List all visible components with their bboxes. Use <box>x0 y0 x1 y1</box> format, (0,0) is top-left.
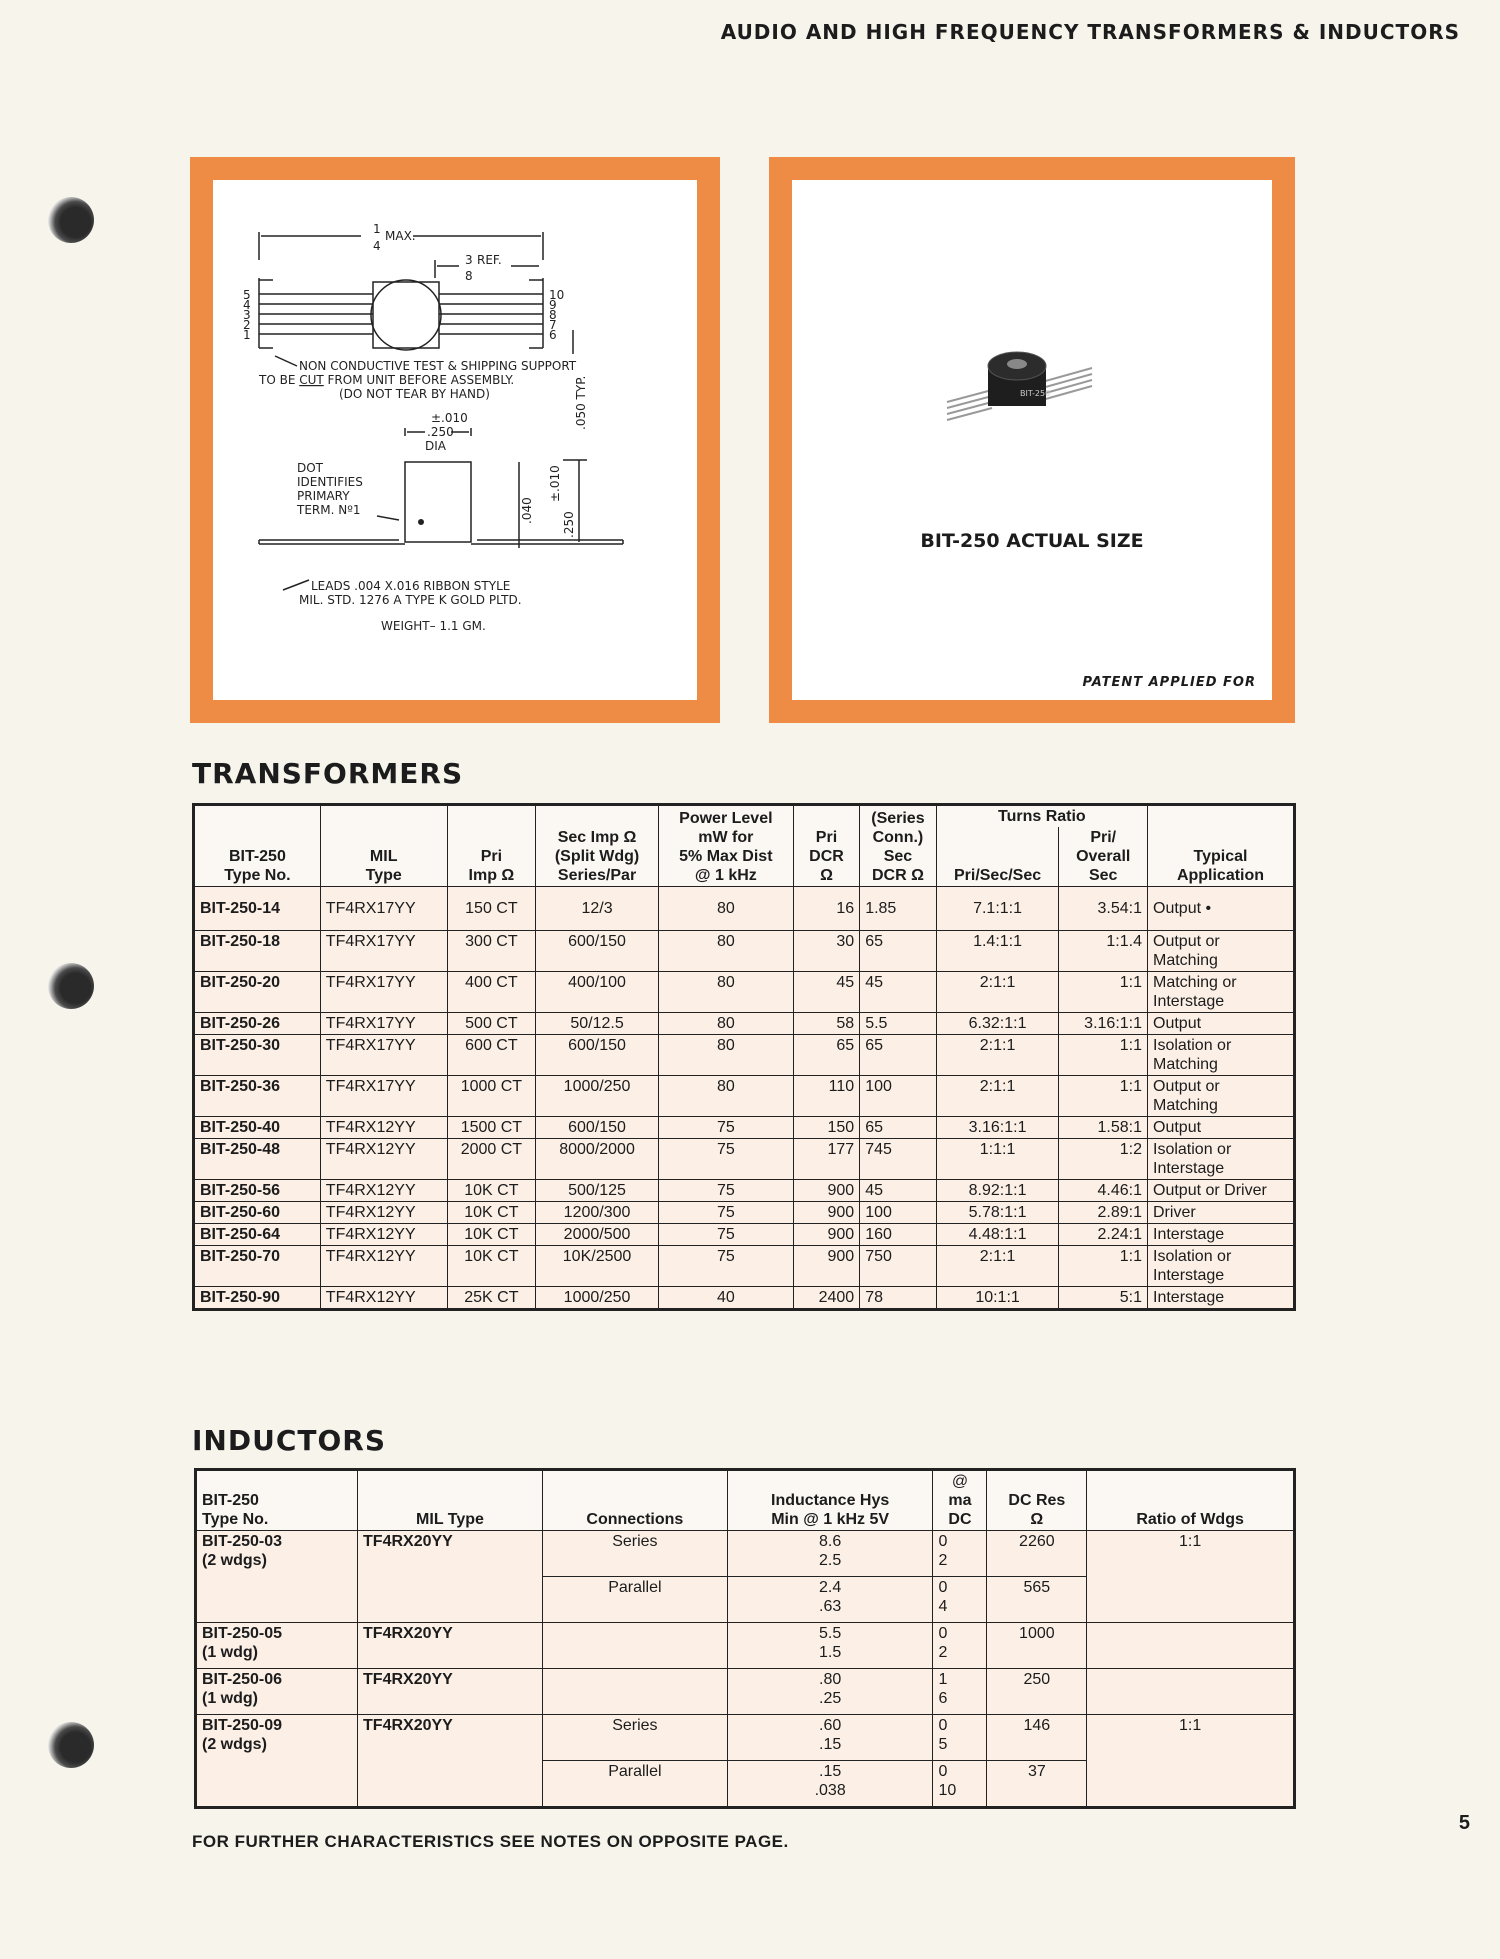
inductor-cell-connections: Parallel <box>542 1577 727 1623</box>
transformer-cell-pdcr: 900 <box>793 1202 859 1224</box>
inductor-cell-inductance-line2: 1.5 <box>819 1644 842 1661</box>
transformer-cell-r1: 2:1:1 <box>936 1035 1059 1076</box>
transformer-cell-app: Output or Matching <box>1148 1076 1295 1117</box>
col-mil: MIL Type <box>320 805 447 887</box>
col-turns-ratio: Turns Ratio <box>936 805 1147 828</box>
binder-hole-top <box>48 197 94 243</box>
transformer-row <box>194 1139 1295 1180</box>
support-note-3: (DO NOT TEAR BY HAND) <box>339 387 490 401</box>
pins-right <box>549 288 564 342</box>
transformer-cell-pri: 10K CT <box>447 1224 536 1246</box>
inductor-cell-mil: TF4RX20YY <box>358 1715 543 1808</box>
transformer-cell-app: Isolation or Interstage <box>1148 1139 1295 1180</box>
inductor-cell-type <box>196 1623 358 1669</box>
inductor-cell-mil: TF4RX20YY <box>358 1531 543 1623</box>
transformer-cell-mil: TF4RX12YY <box>320 1224 447 1246</box>
transformer-row <box>194 1180 1295 1202</box>
transformer-cell-r1: 5.78:1:1 <box>936 1202 1059 1224</box>
inductor-cell-ma-line2: 6 <box>938 1690 948 1707</box>
transformer-cell-r1: 2:1:1 <box>936 1246 1059 1287</box>
transformer-cell-pdcr: 58 <box>793 1013 859 1035</box>
transformer-cell-type: BIT-250-36 <box>194 1076 321 1117</box>
inductor-cell-type-line2: (2 wdgs) <box>202 1736 267 1753</box>
transformer-cell-r1: 3.16:1:1 <box>936 1117 1059 1139</box>
transformer-cell-pri: 10K CT <box>447 1246 536 1287</box>
transformer-cell-sec: 12/3 <box>536 887 659 931</box>
transformer-row <box>194 1246 1295 1287</box>
ref-fraction-num: 3 <box>465 253 473 267</box>
transformer-cell-sec: 600/150 <box>536 931 659 972</box>
component-label: BIT-250 <box>1020 389 1051 398</box>
dia-value: .250 <box>427 425 454 439</box>
transformer-cell-sec: 400/100 <box>536 972 659 1013</box>
photo-panel <box>792 180 1272 700</box>
page-number: 5 <box>1458 1812 1470 1834</box>
transformer-cell-r2: 3.54:1 <box>1059 887 1148 931</box>
transformer-cell-sec: 8000/2000 <box>536 1139 659 1180</box>
inductor-row <box>196 1669 1295 1715</box>
inductor-cell-inductance-line1: 5.5 <box>819 1625 842 1642</box>
ind-col-mil: MIL Type <box>358 1470 543 1531</box>
transformer-cell-power: 75 <box>658 1224 793 1246</box>
transformer-cell-app: Output <box>1148 1117 1295 1139</box>
ind-col-ma: @ ma DC <box>933 1470 987 1531</box>
transformer-cell-app: Isolation or Interstage <box>1148 1246 1295 1287</box>
inductor-cell-mil: TF4RX20YY <box>358 1669 543 1715</box>
inductor-cell-type-line2: (1 wdg) <box>202 1644 258 1661</box>
inductors-table <box>194 1468 1296 1809</box>
pins-left <box>243 288 251 342</box>
side-tolerance: ±.010 <box>548 465 562 502</box>
transformer-cell-type: BIT-250-14 <box>194 887 321 931</box>
transformer-cell-sdcr: 65 <box>860 931 936 972</box>
inductor-cell-ratio <box>1087 1669 1295 1715</box>
transformer-cell-mil: TF4RX17YY <box>320 931 447 972</box>
transformer-cell-app: Interstage <box>1148 1224 1295 1246</box>
transformer-cell-mil: TF4RX12YY <box>320 1202 447 1224</box>
transformer-row <box>194 931 1295 972</box>
transformer-cell-type: BIT-250-20 <box>194 972 321 1013</box>
transformer-cell-sec: 10K/2500 <box>536 1246 659 1287</box>
transformer-cell-pri: 150 CT <box>447 887 536 931</box>
inductor-cell-type-line1: BIT-250-05 <box>202 1625 283 1642</box>
dot_note-2: PRIMARY <box>297 489 350 503</box>
transformer-cell-pdcr: 110 <box>793 1076 859 1117</box>
col-ratio-overall: Pri/ Overall Sec <box>1059 827 1148 887</box>
transformer-cell-mil: TF4RX17YY <box>320 972 447 1013</box>
inductor-cell-inductance-line1: .15 <box>819 1763 842 1780</box>
col-type: BIT-250 Type No. <box>194 805 321 887</box>
transformer-cell-app: Interstage <box>1148 1287 1295 1310</box>
col-pri: Pri Imp Ω <box>447 805 536 887</box>
transformer-cell-r2: 4.46:1 <box>1059 1180 1148 1202</box>
inductor-row <box>196 1715 1295 1761</box>
pins_left-1: 4 <box>243 298 251 312</box>
transformer-cell-sdcr: 750 <box>860 1246 936 1287</box>
transformer-cell-pdcr: 150 <box>793 1117 859 1139</box>
photo-frame <box>769 157 1295 723</box>
transformer-cell-pdcr: 30 <box>793 931 859 972</box>
transformer-cell-type: BIT-250-56 <box>194 1180 321 1202</box>
inductor-cell-inductance <box>727 1715 933 1761</box>
transformer-cell-power: 75 <box>658 1117 793 1139</box>
inductor-cell-ma-line2: 10 <box>938 1782 957 1799</box>
ind-col-ratio: Ratio of Wdgs <box>1087 1470 1295 1531</box>
inductor-cell-type-line1: BIT-250-06 <box>202 1671 283 1688</box>
support-note-1: NON CONDUCTIVE TEST & SHIPPING SUPPORT <box>299 359 577 373</box>
pins_right-0: 10 <box>549 288 565 302</box>
inductor-cell-type <box>196 1715 358 1808</box>
transformer-cell-pdcr: 65 <box>793 1035 859 1076</box>
height-dimension: .040 <box>520 497 534 524</box>
inductor-cell-type-line1: BIT-250-03 <box>202 1533 283 1550</box>
transformer-cell-r2: 1:1 <box>1059 1035 1148 1076</box>
transformer-cell-pri: 10K CT <box>447 1202 536 1224</box>
transformer-cell-pdcr: 45 <box>793 972 859 1013</box>
transformer-cell-mil: TF4RX12YY <box>320 1287 447 1310</box>
inductors-header-row <box>196 1470 1295 1531</box>
transformer-cell-r1: 1:1:1 <box>936 1139 1059 1180</box>
transformers-table <box>192 803 1296 1311</box>
inductor-cell-connections: Series <box>542 1531 727 1577</box>
inductor-cell-inductance <box>727 1623 933 1669</box>
transformer-cell-sec: 1000/250 <box>536 1076 659 1117</box>
inductor-cell-ma-line1: 0 <box>938 1717 948 1734</box>
ind-col-type: BIT-250 Type No. <box>196 1470 358 1531</box>
inductor-cell-ma <box>933 1531 987 1577</box>
photo-caption: BIT-250 ACTUAL SIZE <box>920 530 1144 552</box>
transformer-cell-pdcr: 900 <box>793 1180 859 1202</box>
pins_right-4: 6 <box>549 328 557 342</box>
transformer-cell-sdcr: 65 <box>860 1035 936 1076</box>
transformer-cell-power: 80 <box>658 1035 793 1076</box>
col-sec-dcr: (Series Conn.) Sec DCR Ω <box>860 805 936 887</box>
transformer-row <box>194 972 1295 1013</box>
transformer-cell-pdcr: 177 <box>793 1139 859 1180</box>
transformer-cell-sec: 1200/300 <box>536 1202 659 1224</box>
inductor-cell-connections: Series <box>542 1715 727 1761</box>
transformer-row <box>194 1117 1295 1139</box>
transformer-cell-r2: 1:1 <box>1059 1246 1148 1287</box>
transformer-cell-sdcr: 5.5 <box>860 1013 936 1035</box>
transformer-cell-type: BIT-250-60 <box>194 1202 321 1224</box>
transformer-cell-mil: TF4RX17YY <box>320 1076 447 1117</box>
transformer-cell-sec: 2000/500 <box>536 1224 659 1246</box>
pins_right-3: 7 <box>549 318 557 332</box>
transformer-cell-pdcr: 16 <box>793 887 859 931</box>
support-note-2: TO BE CUT FROM UNIT BEFORE ASSEMBLY. <box>259 373 515 387</box>
dot_note-3: TERM. Nº1 <box>297 503 361 517</box>
inductor-cell-ratio: 1:1 <box>1087 1715 1295 1808</box>
pins_right-2: 8 <box>549 308 557 322</box>
transformer-cell-mil: TF4RX12YY <box>320 1180 447 1202</box>
transformer-cell-app: Output <box>1148 1013 1295 1035</box>
transformer-cell-pri: 25K CT <box>447 1287 536 1310</box>
max-fraction-num: 1 <box>373 222 381 236</box>
transformer-cell-mil: TF4RX17YY <box>320 887 447 931</box>
inductor-cell-ma-line1: 0 <box>938 1579 948 1596</box>
inductor-cell-ma <box>933 1715 987 1761</box>
transformer-cell-r1: 4.48:1:1 <box>936 1224 1059 1246</box>
drawing-panel <box>213 180 697 700</box>
inductor-cell-res: 37 <box>987 1761 1087 1808</box>
transformer-cell-r1: 1.4:1:1 <box>936 931 1059 972</box>
col-power: Power Level mW for 5% Max Dist @ 1 kHz <box>658 805 793 887</box>
transformer-cell-r1: 6.32:1:1 <box>936 1013 1059 1035</box>
transformer-cell-mil: TF4RX12YY <box>320 1117 447 1139</box>
transformer-cell-r2: 5:1 <box>1059 1287 1148 1310</box>
transformer-cell-r1: 10:1:1 <box>936 1287 1059 1310</box>
dia-tolerance: ±.010 <box>431 411 468 425</box>
inductor-cell-inductance-line2: .038 <box>814 1782 846 1799</box>
patent-note: PATENT APPLIED FOR <box>1082 675 1256 690</box>
col-pri-dcr: Pri DCR Ω <box>793 805 859 887</box>
transformer-cell-sdcr: 45 <box>860 1180 936 1202</box>
col-application: Typical Application <box>1148 805 1295 887</box>
inductor-cell-connections <box>542 1669 727 1715</box>
pins_left-4: 1 <box>243 328 251 342</box>
transformer-cell-sec: 500/125 <box>536 1180 659 1202</box>
transformer-row <box>194 887 1295 931</box>
transformer-cell-power: 40 <box>658 1287 793 1310</box>
inductor-cell-inductance <box>727 1577 933 1623</box>
transformer-cell-pri: 400 CT <box>447 972 536 1013</box>
inductor-cell-ma <box>933 1577 987 1623</box>
transformer-cell-r2: 1:2 <box>1059 1139 1148 1180</box>
transformer-cell-pri: 1500 CT <box>447 1117 536 1139</box>
transformer-cell-type: BIT-250-40 <box>194 1117 321 1139</box>
inductor-cell-inductance-line1: .80 <box>819 1671 842 1688</box>
side-dimension: .250 <box>562 511 576 538</box>
transformer-cell-r2: 2.24:1 <box>1059 1224 1148 1246</box>
transformer-cell-power: 75 <box>658 1246 793 1287</box>
inductor-cell-ma <box>933 1761 987 1808</box>
inductor-cell-type <box>196 1669 358 1715</box>
transformer-row <box>194 1287 1295 1310</box>
transformer-cell-r2: 1:1 <box>1059 1076 1148 1117</box>
transformer-cell-type: BIT-250-70 <box>194 1246 321 1287</box>
max-fraction-den: 4 <box>373 239 381 253</box>
transformer-cell-r1: 2:1:1 <box>936 972 1059 1013</box>
transformer-cell-sec: 1000/250 <box>536 1287 659 1310</box>
transformer-cell-pri: 10K CT <box>447 1180 536 1202</box>
transformer-cell-sdcr: 100 <box>860 1076 936 1117</box>
inductor-cell-inductance <box>727 1669 933 1715</box>
inductor-row <box>196 1531 1295 1577</box>
transformer-cell-type: BIT-250-64 <box>194 1224 321 1246</box>
pins_left-3: 2 <box>243 318 251 332</box>
inductor-cell-type-line2: (2 wdgs) <box>202 1552 267 1569</box>
dot_note-1: IDENTIFIES <box>297 475 363 489</box>
inductor-cell-mil: TF4RX20YY <box>358 1623 543 1669</box>
transformer-cell-type: BIT-250-18 <box>194 931 321 972</box>
inductor-cell-inductance-line2: .25 <box>819 1690 842 1707</box>
inductor-cell-inductance-line1: 8.6 <box>819 1533 842 1550</box>
transformer-cell-sdcr: 1.85 <box>860 887 936 931</box>
transformer-cell-power: 80 <box>658 931 793 972</box>
col-ratio-pss: Pri/Sec/Sec <box>936 827 1059 887</box>
transformer-cell-r1: 8.92:1:1 <box>936 1180 1059 1202</box>
transformer-cell-mil: TF4RX17YY <box>320 1035 447 1076</box>
transformer-cell-sdcr: 100 <box>860 1202 936 1224</box>
inductor-cell-res: 146 <box>987 1715 1087 1761</box>
ind-col-inductance: Inductance Hys Min @ 1 kHz 5V <box>727 1470 933 1531</box>
inductor-cell-ratio <box>1087 1623 1295 1669</box>
inductor-cell-ma <box>933 1669 987 1715</box>
inductor-cell-ma-line2: 2 <box>938 1552 948 1569</box>
transformer-cell-r2: 3.16:1:1 <box>1059 1013 1148 1035</box>
transformer-cell-type: BIT-250-30 <box>194 1035 321 1076</box>
transformer-cell-r2: 1.58:1 <box>1059 1117 1148 1139</box>
transformer-row <box>194 1202 1295 1224</box>
ref-label: REF. <box>477 253 502 267</box>
inductor-cell-ma <box>933 1623 987 1669</box>
col-sec: Sec Imp Ω (Split Wdg) Series/Par <box>536 805 659 887</box>
inductors-title: INDUCTORS <box>192 1424 387 1457</box>
inductor-cell-type-line2: (1 wdg) <box>202 1690 258 1707</box>
component-photo <box>792 330 1272 530</box>
transformer-cell-mil: TF4RX17YY <box>320 1013 447 1035</box>
transformer-cell-r2: 2.89:1 <box>1059 1202 1148 1224</box>
transformer-cell-pdcr: 2400 <box>793 1287 859 1310</box>
inductor-cell-type <box>196 1531 358 1623</box>
dot-note <box>296 461 363 517</box>
typ-dimension: .050 TYP. <box>574 375 588 430</box>
dimension-drawing <box>213 180 697 700</box>
inductor-cell-inductance-line2: .63 <box>819 1598 842 1615</box>
dot_note-0: DOT <box>297 461 324 475</box>
leads-note-1: LEADS .004 X.016 RIBBON STYLE <box>311 579 511 593</box>
inductor-cell-inductance-line2: .15 <box>819 1736 842 1753</box>
binder-hole-middle <box>48 963 94 1009</box>
transformer-cell-pdcr: 900 <box>793 1246 859 1287</box>
inductor-cell-type-line1: BIT-250-09 <box>202 1717 283 1734</box>
dia-label: DIA <box>425 439 446 453</box>
inductor-cell-ma-line1: 1 <box>938 1671 948 1688</box>
transformer-cell-power: 80 <box>658 1076 793 1117</box>
inductor-cell-ma-line2: 4 <box>938 1598 948 1615</box>
transformer-cell-r1: 7.1:1:1 <box>936 887 1059 931</box>
transformer-cell-r2: 1:1 <box>1059 972 1148 1013</box>
transformer-cell-sec: 600/150 <box>536 1035 659 1076</box>
transformer-cell-pdcr: 900 <box>793 1224 859 1246</box>
inductor-cell-res: 250 <box>987 1669 1087 1715</box>
pins_right-1: 9 <box>549 298 557 312</box>
inductor-cell-inductance <box>727 1761 933 1808</box>
transformer-cell-power: 75 <box>658 1202 793 1224</box>
transformer-row <box>194 1076 1295 1117</box>
transformer-cell-sdcr: 65 <box>860 1117 936 1139</box>
inductor-cell-inductance-line1: .60 <box>819 1717 842 1734</box>
inductor-cell-ma-line1: 0 <box>938 1763 948 1780</box>
transformer-cell-app: Output or Matching <box>1148 931 1295 972</box>
transformer-cell-mil: TF4RX12YY <box>320 1139 447 1180</box>
transformer-cell-sec: 600/150 <box>536 1117 659 1139</box>
inductor-cell-ma-line2: 2 <box>938 1644 948 1661</box>
pins_left-2: 3 <box>243 308 251 322</box>
transformers-header-row <box>194 805 1295 828</box>
transformer-cell-power: 75 <box>658 1139 793 1180</box>
drawing-frame <box>190 157 720 723</box>
transformer-cell-r1: 2:1:1 <box>936 1076 1059 1117</box>
inductor-cell-connections <box>542 1623 727 1669</box>
transformer-row <box>194 1224 1295 1246</box>
transformer-row <box>194 1035 1295 1076</box>
inductor-cell-ma-line1: 0 <box>938 1533 948 1550</box>
inductor-cell-inductance-line2: 2.5 <box>819 1552 842 1569</box>
leads-note-2: MIL. STD. 1276 A TYPE K GOLD PLTD. <box>299 593 522 607</box>
transformer-cell-sdcr: 160 <box>860 1224 936 1246</box>
inductor-cell-ma-line2: 5 <box>938 1736 948 1753</box>
transformer-cell-pri: 600 CT <box>447 1035 536 1076</box>
inductor-cell-res: 1000 <box>987 1623 1087 1669</box>
transformer-cell-pri: 1000 CT <box>447 1076 536 1117</box>
binder-hole-bottom <box>48 1722 94 1768</box>
transformer-cell-pri: 500 CT <box>447 1013 536 1035</box>
inductor-cell-res: 565 <box>987 1577 1087 1623</box>
transformer-cell-power: 80 <box>658 887 793 931</box>
transformer-cell-type: BIT-250-48 <box>194 1139 321 1180</box>
transformer-cell-pri: 2000 CT <box>447 1139 536 1180</box>
transformers-title: TRANSFORMERS <box>192 757 464 790</box>
inductor-row <box>196 1623 1295 1669</box>
transformer-cell-sdcr: 45 <box>860 972 936 1013</box>
transformer-cell-power: 80 <box>658 972 793 1013</box>
inductor-cell-inductance <box>727 1531 933 1577</box>
transformer-cell-type: BIT-250-26 <box>194 1013 321 1035</box>
inductor-cell-ratio: 1:1 <box>1087 1531 1295 1623</box>
transformer-cell-app: Output or Driver <box>1148 1180 1295 1202</box>
max-label: MAX. <box>385 229 416 243</box>
transformer-cell-r2: 1:1.4 <box>1059 931 1148 972</box>
transformer-cell-type: BIT-250-90 <box>194 1287 321 1310</box>
inductor-cell-inductance-line1: 2.4 <box>819 1579 842 1596</box>
transformer-cell-pri: 300 CT <box>447 931 536 972</box>
inductor-cell-ma-line1: 0 <box>938 1625 948 1642</box>
transformer-row <box>194 1013 1295 1035</box>
transformer-cell-app: Output • <box>1148 887 1295 931</box>
transformer-cell-power: 75 <box>658 1180 793 1202</box>
transformer-cell-app: Driver <box>1148 1202 1295 1224</box>
pins_left-0: 5 <box>243 288 251 302</box>
transformer-cell-app: Isolation or Matching <box>1148 1035 1295 1076</box>
ref-fraction-den: 8 <box>465 269 473 283</box>
ind-col-connections: Connections <box>542 1470 727 1531</box>
page-header: AUDIO AND HIGH FREQUENCY TRANSFORMERS & INDUCTORS <box>720 20 1460 44</box>
transformer-cell-power: 80 <box>658 1013 793 1035</box>
transformer-cell-mil: TF4RX12YY <box>320 1246 447 1287</box>
transformer-cell-sec: 50/12.5 <box>536 1013 659 1035</box>
footnote: FOR FURTHER CHARACTERISTICS SEE NOTES ON OPPOSITE PAGE. <box>192 1832 789 1851</box>
transformer-cell-app: Matching or Interstage <box>1148 972 1295 1013</box>
inductor-cell-res: 2260 <box>987 1531 1087 1577</box>
transformer-cell-sdcr: 745 <box>860 1139 936 1180</box>
inductor-cell-connections: Parallel <box>542 1761 727 1808</box>
weight-note: WEIGHT– 1.1 GM. <box>381 619 486 633</box>
transformer-cell-sdcr: 78 <box>860 1287 936 1310</box>
ind-col-res: DC Res Ω <box>987 1470 1087 1531</box>
